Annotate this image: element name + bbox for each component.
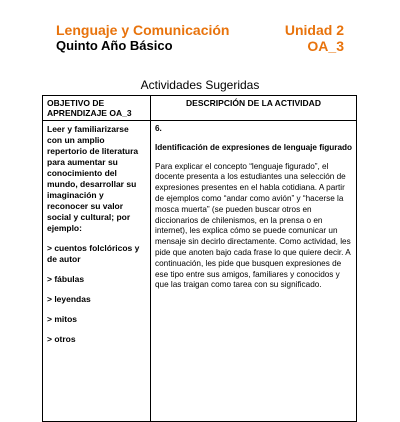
activity-description: Para explicar el concepto “lenguaje figurado”, el docente presenta a los estudiantes una selección de expresiones presentes en el habla cotidiana. A partir de ejemplos como “andar como avión” y “hacerse la mosca muerta” (se pueden buscar otros en diccionarios de chilenismos, en la prensa o en internet), les explica cómo se puede comunicar un mensaje sin decirlo directamente. Como actividad, les pide que anoten bajo cada frase lo que quiere decir. A continuación, les pide que busquen expresiones de ese tipo entre sus amigos, familiares y conocidos y que las traigan como tarea con su significado. xyxy=(155,161,351,290)
activity-cell xyxy=(151,121,357,422)
list-item: > fábulas xyxy=(47,274,85,284)
subject-title: Lenguaje y Comunicación xyxy=(56,22,230,38)
activity-number: 6. xyxy=(155,124,162,133)
header-row-2 xyxy=(56,38,344,54)
list-item: > leyendas xyxy=(47,294,91,304)
grade-label: Quinto Año Básico xyxy=(56,38,173,53)
section-title: Actividades Sugeridas xyxy=(140,78,260,92)
objective-text: Leer y familiarizarse con un amplio repertorio de literatura para aumentar su conocimiento del mundo, desarrollar su imaginación y reconocer su valor social y cultural; por ejemplo: xyxy=(47,124,139,233)
objective-code: OA_3 xyxy=(307,38,344,54)
activity-title: Identificación de expresiones de lenguaje figurado xyxy=(155,142,352,152)
description-column-header: DESCRIPCIÓN DE LA ACTIVIDAD xyxy=(151,96,357,121)
objective-cell xyxy=(43,121,151,422)
page-header xyxy=(56,22,344,54)
list-item: > mitos xyxy=(47,314,77,324)
unit-label: Unidad 2 xyxy=(284,22,344,38)
table-header-row xyxy=(43,96,357,121)
list-item: > otros xyxy=(47,334,76,344)
activity-table xyxy=(42,95,357,422)
objective-column-header: OBJETIVO DE APRENDIZAJE OA_3 xyxy=(43,96,151,121)
table-row xyxy=(43,121,357,422)
header-row-1 xyxy=(56,22,344,38)
list-item: > cuentos folclóricos y de autor xyxy=(47,243,140,264)
